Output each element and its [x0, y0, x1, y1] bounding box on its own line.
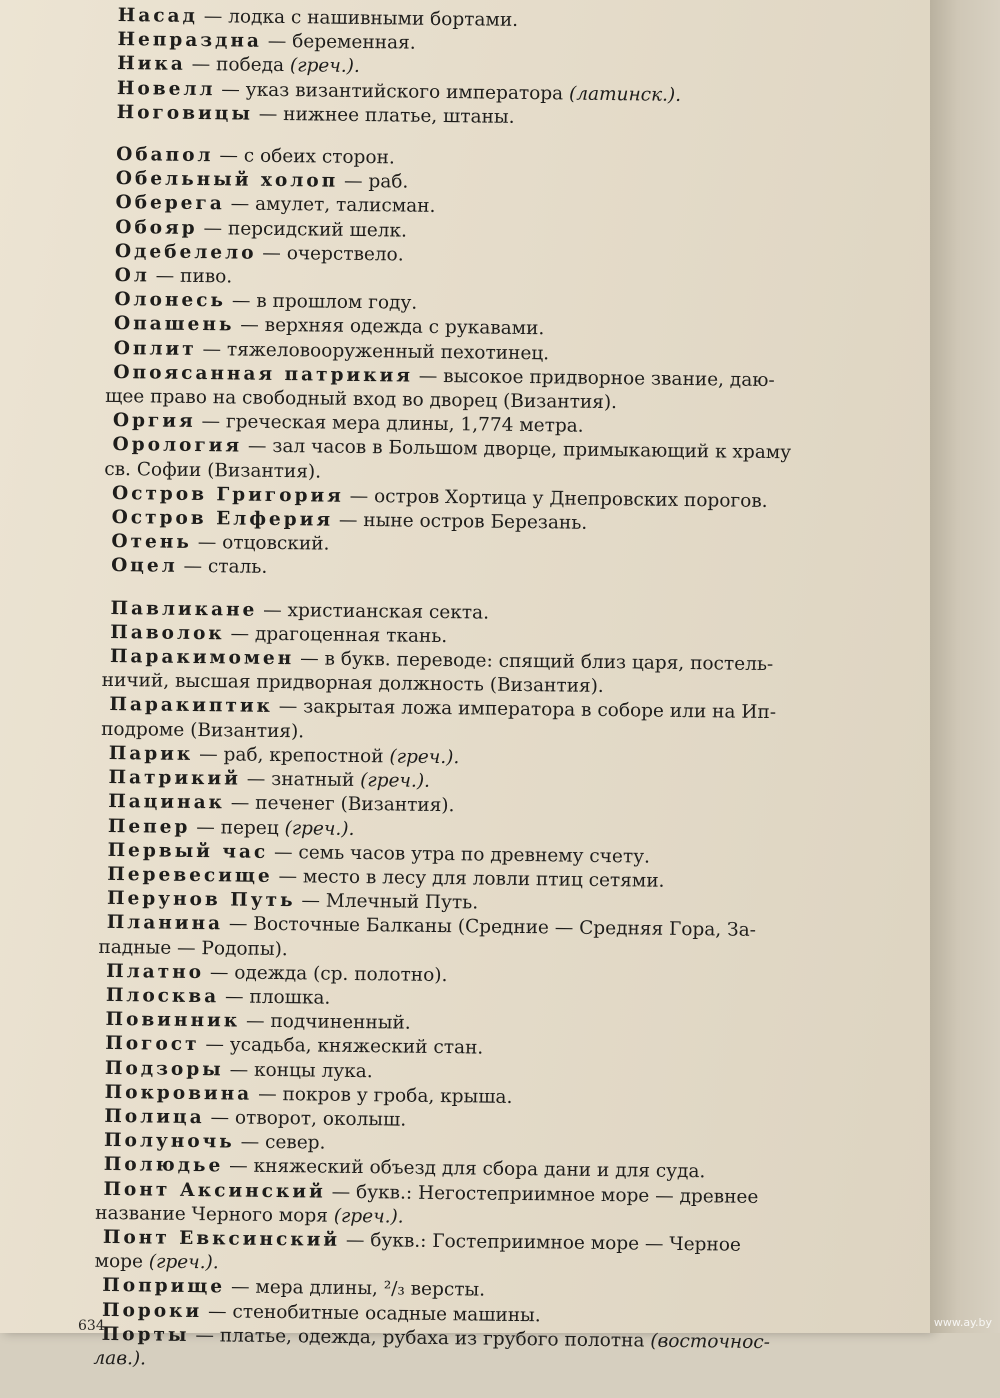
entry-term: Обапол — [116, 144, 214, 167]
entry-term: Паволок — [110, 621, 225, 645]
entry-definition: — раб. — [338, 170, 409, 193]
entry-term: Полица — [104, 1105, 205, 1129]
entry-definition-continued: св. Софии (Византия). — [104, 458, 322, 483]
entry-definition: — амулет, талисман. — [224, 193, 436, 218]
entry-term: Платно — [106, 960, 205, 983]
entry-definition: — Восточные Балканы (Средние — Средняя Гора, За- — [222, 913, 757, 942]
entry-definition: — победа — [185, 54, 291, 77]
entry-term: Непраздна — [117, 29, 263, 52]
entry-definition: — ныне остров Березань. — [332, 509, 588, 534]
entry-source-note: (латинск.). — [568, 83, 682, 106]
entry-definition: — подчиненный. — [240, 1010, 411, 1034]
glossary-section — [93, 597, 860, 1381]
entry-definition: — в прошлом году. — [225, 290, 418, 314]
entry-definition: — тяжеловооруженный пехотинец. — [196, 338, 550, 364]
entry-definition: — место в лесу для ловли птиц сетями. — [272, 865, 665, 892]
entry-definition: — христианская секта. — [257, 599, 490, 624]
entry-definition-continued: щее право на свободный вход во дворец (Византия). — [105, 385, 618, 414]
entry-definition: — плошка. — [219, 986, 331, 1009]
entry-source-note: (греч.). — [333, 1205, 404, 1228]
entry-definition: — отцовский. — [191, 532, 330, 555]
entry-definition-continued: название Черного моря — [95, 1202, 334, 1227]
entry-term: Новелл — [116, 77, 216, 100]
entry-term: Погост — [105, 1033, 200, 1056]
entry-definition: — княжеский объезд для сбора дани и для суда. — [223, 1155, 706, 1183]
entry-term: Орология — [112, 434, 243, 458]
entry-term: Обояр — [115, 216, 198, 239]
entry-definition-continued: падные — Родопы). — [98, 936, 288, 960]
entry-term: Пороки — [101, 1299, 203, 1322]
entry-definition: — пиво. — [149, 265, 233, 288]
entry-source-note: (греч.). — [389, 746, 460, 769]
entry-term: Отень — [111, 531, 193, 554]
entry-definition: — знатный — [240, 768, 361, 792]
entry-definition: — указ византийского императора — [215, 78, 570, 105]
entry-definition: — высокое придворное звание, даю- — [412, 365, 775, 391]
entry-term: Перевесище — [107, 863, 273, 887]
entry-definition: — букв.: Негостеприимное море — древнее — [325, 1181, 759, 1208]
entry-term: Оргия — [112, 410, 196, 433]
entry-term: Подзоры — [104, 1057, 224, 1080]
page-number: 634 — [78, 1318, 105, 1334]
entry-definition-continued: ничий, высшая придворная должность (Византия). — [101, 670, 604, 698]
entry-definition: — раб, крепостной — [193, 743, 390, 768]
watermark: www.ay.by — [933, 1316, 992, 1329]
entry-term: Понт Аксинский — [103, 1178, 326, 1203]
entry-term: Опоясанная патрикия — [113, 361, 414, 387]
entry-term: Насад — [117, 4, 199, 27]
entry-definition: — концы лука. — [223, 1058, 373, 1082]
glossary-section — [104, 143, 866, 588]
entry-term: Первый час — [107, 839, 269, 863]
entry-definition: — зал часов в Большом дворце, примыкающий к храму — [241, 436, 792, 464]
entry-term: Оплит — [113, 337, 197, 360]
entry-term: Оцел — [111, 555, 178, 578]
entry-definition: — покров у гроба, крыша. — [252, 1083, 513, 1108]
entry-term: Ноговицы — [116, 101, 254, 125]
entry-definition: — мера длины, ²/₃ версты. — [224, 1276, 486, 1301]
entry-term: Понт Евксинский — [102, 1226, 341, 1251]
entry-term: Пацинак — [108, 791, 226, 814]
entry-definition: — платье, одежда, рубаха из грубого полотна — [189, 1324, 651, 1352]
entry-term: Остров Григория — [111, 482, 344, 507]
entry-source-note: (греч.). — [360, 770, 431, 792]
entry-term: Олонесь — [114, 289, 227, 312]
entry-term: Оберега — [115, 192, 225, 215]
entry-definition: — стенобитные осадные машины. — [202, 1300, 541, 1326]
entry-term: Парик — [108, 742, 194, 765]
entry-source-note: (греч.). — [148, 1251, 219, 1274]
entry-term: Патрикий — [108, 767, 242, 790]
entry-definition: — Млечный Путь. — [295, 890, 479, 914]
entry-definition: — закрытая ложа императора в соборе или на Ип- — [272, 696, 777, 724]
entry-definition: — букв.: Гостеприимное море — Черное — [339, 1229, 741, 1256]
entry-term: Плосква — [105, 984, 220, 1008]
entry-term: Покровина — [104, 1081, 253, 1105]
entry-definition: — беременная. — [261, 30, 416, 54]
entry-definition: — север. — [234, 1131, 326, 1154]
entry-source-note: лав.). — [93, 1347, 147, 1370]
entry-term: Паракиптик — [109, 694, 274, 718]
entry-term: Полюдье — [103, 1154, 224, 1177]
glossary-section — [117, 4, 868, 134]
entry-definition: — одежда (ср. полотно). — [203, 961, 448, 986]
entry-term: Поприще — [102, 1275, 226, 1298]
entry-term: Опашень — [113, 313, 235, 336]
entry-term: Ника — [117, 53, 186, 76]
entry-term: Перунов Путь — [106, 888, 296, 912]
entry-definition: — лодка с нашивными бортами. — [197, 5, 519, 31]
entry-term: Обельный холоп — [115, 168, 339, 192]
entry-term: Одебелело — [114, 240, 257, 264]
entry-definition: — греческая мера длины, 1,774 метра. — [195, 411, 584, 437]
entry-source-note: (восточнос- — [650, 1330, 771, 1353]
entry-definition-continued: подроме (Византия). — [101, 718, 305, 743]
entry-term: Павликане — [110, 597, 258, 621]
entry-definition: — перец — [190, 816, 285, 839]
entry-term: Паракимомен — [109, 646, 295, 670]
entry-definition: — драгоценная ткань. — [224, 623, 448, 647]
entry-definition-continued: море — [94, 1250, 149, 1273]
entry-definition: — персидский шелк. — [197, 217, 408, 242]
entry-term: Планина — [106, 912, 224, 935]
entry-term: Порты — [101, 1323, 190, 1346]
entry-definition: — верхняя одежда с рукавами. — [234, 314, 545, 340]
entry-term: Повинник — [105, 1009, 241, 1032]
entry-term: Полуночь — [103, 1130, 235, 1153]
glossary-text — [93, 4, 868, 1398]
entry-definition: — нижнее платье, штаны. — [252, 103, 515, 128]
entry-definition: — очерствело. — [256, 242, 404, 266]
entry-definition: — семь часов утра по древнему счету. — [268, 841, 651, 868]
entry-definition: — отворот, околыш. — [204, 1107, 407, 1131]
entry-definition: — остров Хортица у Днепровских порогов. — [343, 485, 768, 512]
entry-definition: — печенег (Византия). — [224, 792, 455, 817]
entry-source-note: (греч.). — [289, 55, 360, 78]
entry-definition: — с обеих сторон. — [213, 145, 395, 169]
entry-term: Ол — [114, 265, 150, 287]
entry-term: Остров Елферия — [111, 507, 334, 531]
entry-definition: — в букв. переводе: спящий близ царя, постель- — [294, 648, 774, 676]
entry-definition: — сталь. — [177, 556, 268, 579]
entry-definition: — усадьба, княжеский стан. — [199, 1034, 484, 1059]
page-edge-background — [930, 0, 1000, 1333]
entry-source-note: (греч.). — [284, 817, 355, 840]
entry-term: Пепер — [107, 815, 191, 838]
